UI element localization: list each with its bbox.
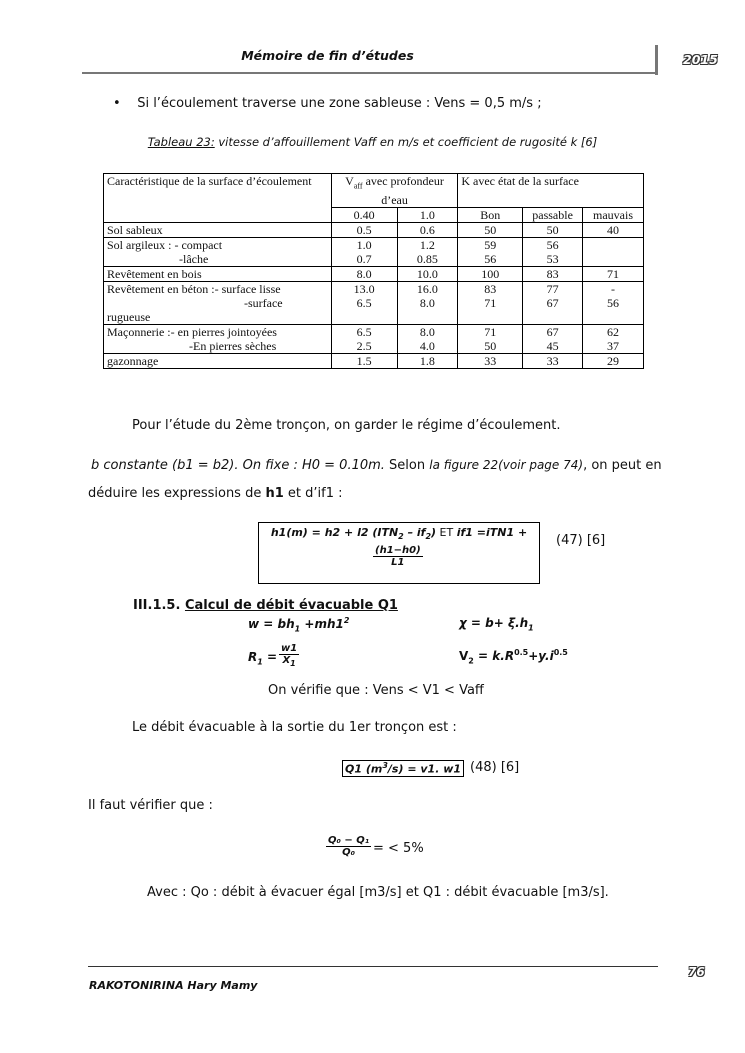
footer-rule — [88, 966, 658, 967]
formula-48-ref: (48) [6] — [470, 760, 520, 775]
header-vaff: $V_{aff}$ avec profondeur d’eau — [331, 174, 458, 208]
cell-v040: 8.0 — [331, 267, 397, 282]
subheader-040: 0.40 — [331, 208, 397, 223]
cell-v10: 1.2 0.85 — [397, 238, 458, 267]
equation-w: $w = bh_1 +mh1^2$ — [248, 616, 350, 634]
cell-v10: 0.6 — [397, 223, 458, 238]
table-header-row — [104, 174, 644, 208]
cell-v10: 10.0 — [397, 267, 458, 282]
table-row — [104, 354, 644, 369]
cell-bon: 83 71 — [458, 282, 523, 325]
cell-bon: 71 50 — [458, 325, 523, 354]
paragraph-debit: Le débit évacuable à la sortie du 1er tronçon est : — [132, 720, 457, 735]
formula-47-box — [258, 522, 540, 584]
paragraph-verifier: Il faut vérifier que : — [88, 798, 213, 813]
cell-passable: 77 67 — [523, 282, 583, 325]
cell-mauvais — [583, 238, 644, 267]
subheader-bon: Bon — [458, 208, 523, 223]
running-header-title: Mémoire de fin d’études — [241, 48, 414, 63]
bullet-text: Si l’écoulement traverse une zone sableuse : Vens = 0,5 m/s ; — [137, 96, 542, 111]
table-row — [104, 267, 644, 282]
subheader-10: 1.0 — [397, 208, 458, 223]
cell-v040: 1.5 — [331, 354, 397, 369]
cell-mauvais: 40 — [583, 223, 644, 238]
cell-v10: 1.8 — [397, 354, 458, 369]
paragraph-avec: Avec : Qo : débit à évacuer égal [m3/s] et Q1 : débit évacuable [m3/s]. — [147, 885, 609, 900]
paragraph-constante: b constante (b1 = b2). On fixe : H0 = 0.10m. Selon la figure 22(voir page 74), on peut en — [91, 458, 662, 473]
cell-bon: 100 — [458, 267, 523, 282]
cell-v10: 8.0 4.0 — [397, 325, 458, 354]
caption-label: Tableau 23: — [147, 135, 215, 149]
cell-mauvais: 29 — [583, 354, 644, 369]
header-separator — [655, 45, 658, 75]
paragraph-deduire: déduire les expressions de h1 et d’if1 : — [88, 486, 343, 501]
equation-v: $V_2 = k.R^{0.5}+y.i^{0.5}$ — [459, 648, 568, 666]
table-caption — [0, 135, 745, 149]
formula-47-ref: (47) [6] — [556, 533, 606, 548]
cell-mauvais: 62 37 — [583, 325, 644, 354]
table-row — [104, 238, 644, 267]
inequality-fraction: $\frac{\text{Q₀ − Q₁}}{\text{Q₀}}$ — [328, 835, 370, 858]
cell-passable: 67 45 — [523, 325, 583, 354]
cell-v040: 0.5 — [331, 223, 397, 238]
row-label: gazonnage — [104, 354, 332, 369]
equation-chi: $\chi = b+ \xi.h_1$ — [459, 616, 534, 633]
section-heading: III.1.5. Calcul de débit évacuable Q1 — [133, 598, 398, 613]
page-number: 76 — [688, 965, 705, 979]
paragraph-troncon2: Pour l’étude du 2ème tronçon, on garder le régime d’écoulement. — [132, 418, 561, 433]
formula-47-line: h1(m) = h2 + l2 $(ITN_2 - if_2)$ ET if1 =iTN1 + — [270, 526, 528, 542]
cell-passable: 56 53 — [523, 238, 583, 267]
caption-text: vitesse d’affouillement Vaff en m/s et coefficient de rugosité k [6] — [214, 135, 598, 149]
row-label: Sol sableux — [104, 223, 332, 238]
cell-bon: 50 — [458, 223, 523, 238]
cell-passable: 33 — [523, 354, 583, 369]
running-header-year: 2015 — [683, 52, 718, 67]
cell-passable: 50 — [523, 223, 583, 238]
cell-v10: 16.0 8.0 — [397, 282, 458, 325]
cell-v040: 1.0 0.7 — [331, 238, 397, 267]
cell-bon: 33 — [458, 354, 523, 369]
row-label: Maçonnerie :- en pierres jointoyées -En pierres sèches — [104, 325, 332, 354]
row-label: Revêtement en bois — [104, 267, 332, 282]
verify-vens: On vérifie que : Vens < V1 < Vaff — [268, 683, 484, 698]
equation-r-fraction: $\frac{w1}{X_1}$ — [281, 643, 298, 668]
cell-bon: 59 56 — [458, 238, 523, 267]
cell-v040: 13.0 6.5 — [331, 282, 397, 325]
equation-r: $R_1$ = — [248, 650, 278, 667]
header-surface: Caractéristique de la surface d’écoulement — [104, 174, 332, 223]
formula-47-fraction: $\frac{(h1-h0)}{L1}$ — [375, 545, 421, 568]
cell-mauvais: - 56 — [583, 282, 644, 325]
subheader-passable: passable — [523, 208, 583, 223]
cell-mauvais: 71 — [583, 267, 644, 282]
header-k: K avec état de la surface — [458, 174, 644, 208]
row-label: Revêtement en béton :- surface lisse -surface rugueuse — [104, 282, 332, 325]
table-row — [104, 282, 644, 325]
table-row — [104, 325, 644, 354]
cell-passable: 83 — [523, 267, 583, 282]
velocity-roughness-table — [103, 173, 644, 369]
cell-v040: 6.5 2.5 — [331, 325, 397, 354]
table-row — [104, 223, 644, 238]
row-label: Sol argileux : - compact -lâche — [104, 238, 332, 267]
bullet-item — [113, 96, 542, 111]
formula-48-box: Q1 $(m^3/s) = v1$. w1 — [342, 760, 464, 777]
bullet-icon: • — [113, 96, 138, 111]
header-rule — [82, 72, 657, 74]
subheader-mauvais: mauvais — [583, 208, 644, 223]
author-name: RAKOTONIRINA Hary Mamy — [89, 979, 258, 992]
inequality-rest: = < 5% — [373, 841, 424, 856]
